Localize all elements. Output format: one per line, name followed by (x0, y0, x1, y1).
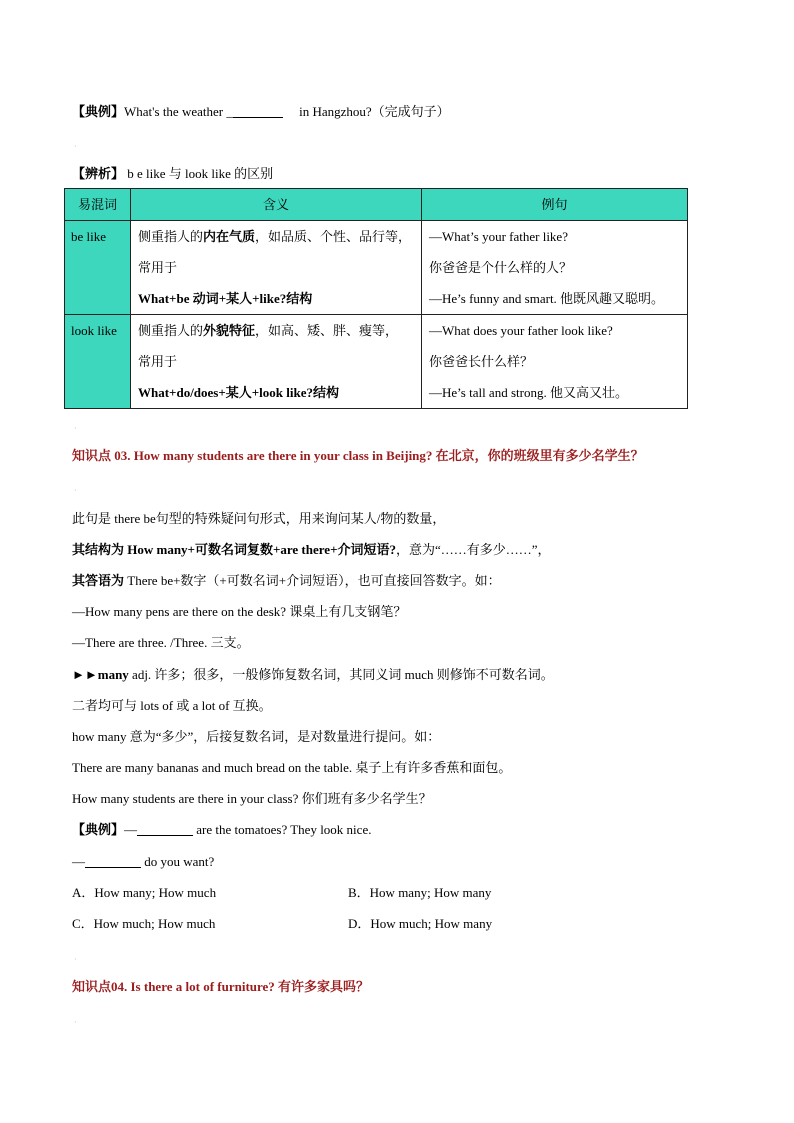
option-a[interactable]: A．How many; How much (72, 885, 217, 900)
point03-line-10: How many students are there in your class? 你们班有多少名学生？ (72, 791, 432, 806)
example1-before: What's the weather _ (124, 104, 233, 119)
table-row (65, 315, 688, 409)
point03-line-6: ►►many adj. 许多；很多，一般修饰复数名词，其同义词 much 则修饰不可数名词。 (72, 667, 554, 682)
option-d[interactable]: D．How much; How many (348, 916, 493, 931)
term-cell: look like (65, 315, 131, 409)
table-header-row (65, 189, 688, 221)
point03-line-1: 此句是 there be句型的特殊疑问句形式，用来询问某人/物的数量， (72, 511, 446, 526)
example2-q1: 【典例】— are the tomatoes? They look nice. (72, 822, 372, 837)
header-meaning: 含义 (131, 189, 422, 221)
spacer-mark: · (74, 955, 77, 964)
point03-heading: 知识点 03. How many students are there in your class in Beijing? 在北京，你的班级里有多少名学生？ (72, 448, 644, 463)
analysis-label: 【辨析】 (72, 166, 125, 181)
example-label: 【典例】 (72, 822, 125, 837)
point03-line-8: how many 意为“多少”，后接复数名词，是对数量进行提问。如： (72, 729, 441, 744)
term-cell: be like (65, 221, 131, 315)
header-term: 易混词 (65, 189, 131, 221)
comparison-table (64, 188, 688, 409)
spacer-mark: · (74, 1018, 77, 1027)
analysis-text: b e like 与 look like 的区别 (127, 166, 274, 181)
option-b[interactable]: B．How many; How many (348, 885, 492, 900)
point03-line-3: 其答语为 There be+数字（+可数名词+介词短语），也可直接回答数字。如： (72, 573, 501, 588)
point03-line-7: 二者均可与 lots of 或 a lot of 互换。 (72, 698, 272, 713)
meaning-cell: 侧重指人的内在气质，如品质、个性、品行等， 常用于 What+be 动词+某人+like?结构 (131, 221, 422, 315)
answer-blank[interactable] (233, 105, 283, 118)
point03-line-2: 其结构为 How many+可数名词复数+are there+介词短语?，意为“……有多少……”， (72, 542, 551, 557)
example-cell: —What does your father look like? 你爸爸长什么样？ —He’s tall and strong. 他又高又壮。 (422, 315, 688, 409)
point04-heading: 知识点04. Is there a lot of furniture? 有许多家具吗？ (72, 979, 370, 994)
answer-blank[interactable] (137, 823, 193, 836)
point03-line-9: There are many bananas and much bread on the table. 桌子上有许多香蕉和面包。 (72, 760, 512, 775)
header-example: 例句 (422, 189, 688, 221)
spacer-mark: · (74, 424, 77, 433)
spacer-mark: · (74, 486, 77, 495)
meaning-cell: 侧重指人的外貌特征，如高、矮、胖、瘦等， 常用于 What+do/does+某人+look like?结构 (131, 315, 422, 409)
example-label: 【典例】 (72, 104, 125, 119)
example-cell: —What’s your father like? 你爸爸是个什么样的人？ —He’s funny and smart. 他既风趣又聪明。 (422, 221, 688, 315)
example2-q2: — do you want? (72, 854, 215, 869)
analysis-line (72, 166, 273, 182)
point03-line-5: —There are three. /Three. 三支。 (72, 635, 250, 650)
answer-blank[interactable] (85, 855, 141, 868)
table-row (65, 221, 688, 315)
option-c[interactable]: C．How much; How much (72, 916, 216, 931)
triangle-marker-icon: ►►many (72, 667, 129, 682)
example1-after: in Hangzhou?（完成句子） (299, 104, 450, 119)
point03-line-4: —How many pens are there on the desk? 课桌上有几支钢笔？ (72, 604, 407, 619)
spacer-mark: · (74, 142, 77, 151)
example1-line (72, 104, 450, 120)
